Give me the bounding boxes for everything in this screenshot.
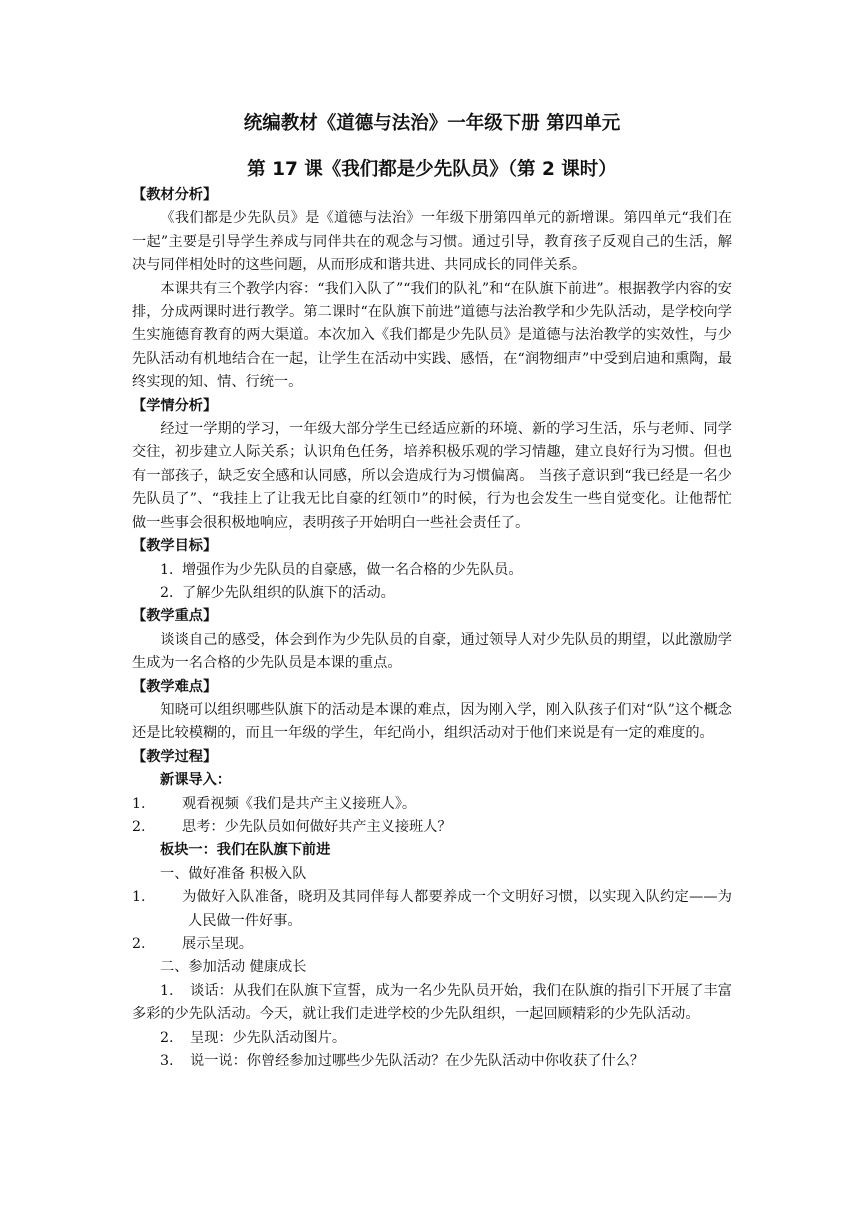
- list-number: 1.: [132, 889, 146, 906]
- paragraph: 本课共有三个教学内容：“我们入队了”“我们的队礼”和“在队旗下前进”。根据教学内容的安排，分成两课时进行教学。第二课时“在队旗下前进”道德与法治教学和少先队活动，是学校向学生实施德育教育的两大渠道。本次加入《我们都是少先队员》是道德与法治教学的实效性，与少先队活动有机地结合在一起，让学生在活动中实践、感悟，在“润物细声”中受到启迪和熏陶，最终实现的知、情、行统一。: [132, 280, 732, 391]
- section-heading-difficulty: 【教学难点】: [132, 678, 218, 695]
- section-heading-process: 【教学过程】: [132, 748, 218, 765]
- list-item: [132, 559, 732, 582]
- paragraph: 谈谈自己的感受，体会到作为少先队员的自豪，通过领导人对少先队员的期望，以此激励学生成为一名合格的少先队员是本课的重点。: [132, 631, 732, 672]
- part-label: 一、做好准备 积极入队: [160, 865, 307, 882]
- list-text: 展示呈现。: [182, 936, 253, 952]
- list-item: [132, 980, 732, 1027]
- list-item: [132, 816, 732, 839]
- document-title: 统编教材《道德与法治》一年级下册 第四单元: [243, 113, 621, 134]
- lesson-title: 第 17 课《我们都是少先队员》（第 2 课时）: [247, 159, 617, 180]
- list-item: [132, 933, 732, 956]
- part-label: 二、参加活动 健康成长: [160, 959, 307, 976]
- list-number: 3.: [160, 1053, 174, 1070]
- list-text: 观看视频《我们是共产主义接班人》。: [182, 795, 417, 812]
- list-text: 了解少先队组织的队旗下的活动。: [182, 584, 395, 601]
- list-text: 呈现：少先队活动图片。: [190, 1029, 347, 1046]
- list-number: 2.: [132, 818, 146, 835]
- document-page: [132, 112, 732, 1073]
- paragraph: 经过一学期的学习，一年级大部分学生已经适应新的环境、新的学习生活，乐与老师、同学交往，初步建立人际关系；认识角色任务，培养积极乐观的学习情趣，建立良好行为习惯。但也有一部孩子，缺乏安全感和认同感，所以会造成行为习惯偏离。 当孩子意识到“我已经是一名少先队员了”、“我挂上了让我无比自豪的红领巾”的时候，行为也会发生一些自觉变化。让他帮忙做一些事会很积极地响应，表明孩子开始明白一些社会责任了。: [132, 421, 732, 531]
- list-item: [132, 582, 732, 605]
- block-label: 板块一：我们在队旗下前进: [160, 842, 331, 859]
- list-number: 2．: [160, 584, 184, 601]
- list-item: [132, 793, 732, 816]
- list-item: [132, 1050, 732, 1073]
- list-text: 思考：少先队员如何做好共产主义接班人？: [182, 818, 452, 835]
- section-heading-analysis: 【教材分析】: [132, 187, 218, 203]
- list-number: 1．: [160, 561, 184, 578]
- paragraph: 《我们都是少先队员》是《道德与法治》一年级下册第四单元的新增课。第四单元“我们在一起”主要是引导学生养成与同伴共在的观念与习惯。通过引导，教育孩子反观自己的生活，解决与同伴相处时的这些问题，从而形成和谐共进、共同成长的同伴关系。: [132, 210, 732, 274]
- list-text: 增强作为少先队员的自豪感，做一名合格的少先队员。: [182, 561, 523, 578]
- list-number: 1.: [160, 982, 174, 999]
- paragraph: 知晓可以组织哪些队旗下的活动是本课的难点，因为刚入学，刚入队孩子们对“队”这个概念还是比较模糊的，而且一年级的学生，年纪尚小，组织活动对于他们来说是有一定的难度的。: [132, 701, 732, 742]
- section-heading-students: 【学情分析】: [132, 397, 218, 414]
- list-number: 2.: [160, 1029, 174, 1046]
- intro-label: 新课导入：: [160, 772, 231, 789]
- list-item: [132, 1027, 732, 1050]
- section-heading-goals: 【教学目标】: [132, 538, 218, 555]
- list-text: 谈话：从我们在队旗下宣誓，成为一名少先队员开始，我们在队旗的指引下开展了丰富多彩的少先队活动。今天，就让我们走进学校的少先队组织，一起回顾精彩的少先队活动。: [132, 982, 732, 1023]
- section-heading-focus: 【教学重点】: [132, 608, 218, 625]
- list-number: 1.: [132, 795, 146, 812]
- list-text: 说一说：你曾经参加过哪些少先队活动？在少先队活动中你收获了什么？: [190, 1053, 645, 1070]
- list-number: 2.: [132, 936, 146, 952]
- list-text: 为做好入队准备，晓玥及其同伴每人都要养成一个文明好习惯，以实现入队约定——为人民做一件好事。: [182, 889, 732, 929]
- list-item: [132, 886, 732, 933]
